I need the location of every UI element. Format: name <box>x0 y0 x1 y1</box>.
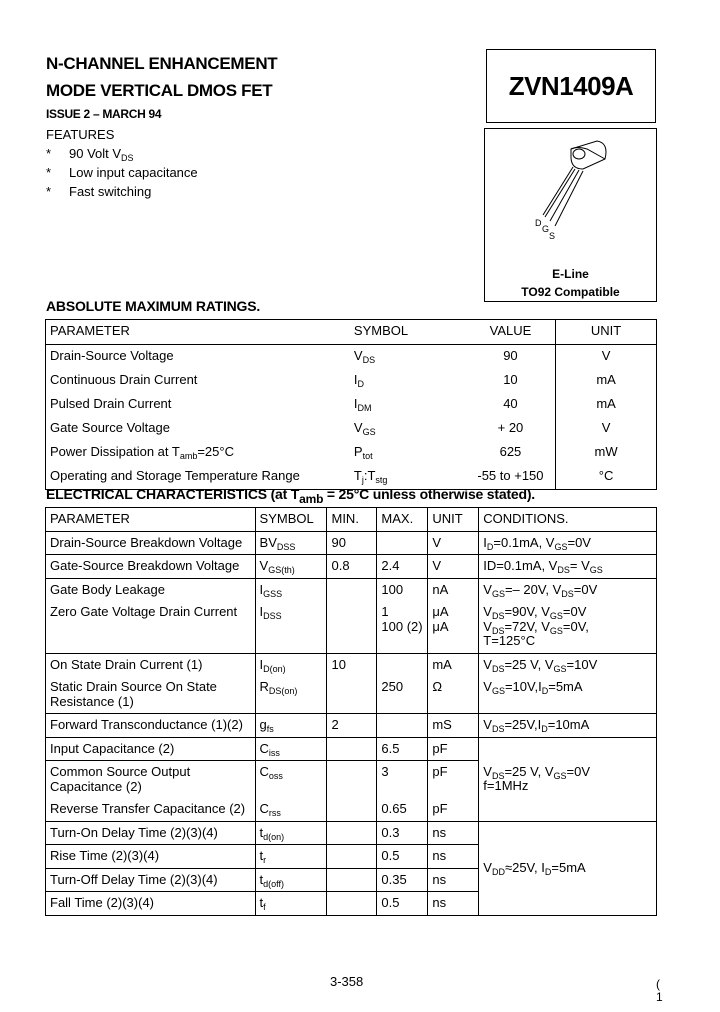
value-cell: 10 <box>503 372 518 387</box>
param-cell: Gate Source Voltage <box>50 420 170 435</box>
condition-cell: $V_{DD}\approx 25V$, $I_D=5mA$ <box>479 821 657 915</box>
value-cell: 625 <box>499 444 522 459</box>
param-cell: Input Capacitance (2) <box>46 737 256 761</box>
max-cell: 100 <box>377 578 428 601</box>
param-cell: Pulsed Drain Current <box>50 396 172 411</box>
package-box <box>484 128 657 302</box>
symbol-cell: $t_f$ <box>255 892 327 916</box>
bullet: * <box>46 146 52 161</box>
min-cell <box>327 798 377 821</box>
condition-cell: $V_{DS}=25$ V, $V_{GS}=10V$ <box>479 653 657 676</box>
feature-item <box>46 144 134 163</box>
part-number: ZVN1409A <box>508 70 634 101</box>
param-cell: Reverse Transfer Capacitance (2) <box>50 801 246 816</box>
symbol-cell: $t_r$ <box>255 845 327 869</box>
max-cell: 1 100 (2) <box>377 601 428 653</box>
max-cell: 0.35 <box>377 868 428 892</box>
min-cell <box>327 821 377 845</box>
min-cell <box>327 578 377 601</box>
symbol-cell: $I_{DSS}$ <box>255 601 327 653</box>
symbol-cell: $T_j:T_{stg}$ <box>353 468 388 485</box>
min-cell: 90 <box>327 531 377 555</box>
unit-cell: μA μA <box>428 601 479 653</box>
unit-cell: V <box>428 555 479 579</box>
unit-cell: ns <box>428 845 479 869</box>
symbol-cell: $t_{d(on)}$ <box>255 821 327 845</box>
table-row <box>46 345 657 370</box>
unit-cell: pF <box>428 761 479 799</box>
param-cell: Zero Gate Voltage Drain Current <box>50 604 238 619</box>
min-cell: 10 <box>327 653 377 676</box>
symbol-cell: $t_{d(off)}$ <box>255 868 327 892</box>
table-row <box>46 555 657 579</box>
symbol-cell: $I_{DM}$ <box>353 396 372 413</box>
unit-cell: mW <box>556 441 657 465</box>
title-line-2: MODE VERTICAL DMOS FET <box>46 81 273 100</box>
col-min: MIN. <box>327 508 377 532</box>
value-cell: 40 <box>503 396 518 411</box>
value-cell: -55 to +150 <box>477 468 544 483</box>
col-unit: UNIT <box>428 508 479 532</box>
table-row <box>46 676 657 714</box>
package-name: E-Line <box>552 267 589 281</box>
pin-label-s: S <box>549 231 556 241</box>
feature-text: 90 Volt V <box>69 146 122 161</box>
table-row <box>46 601 657 653</box>
unit-cell: V <box>428 531 479 555</box>
table-row <box>46 737 657 761</box>
unit-cell: mA <box>556 369 657 393</box>
value-cell: 90 <box>503 348 518 363</box>
table-header-row <box>46 320 657 345</box>
symbol-cell: $C_{oss}$ <box>255 761 327 799</box>
symbol-cell: $I_{D(on)}$ <box>255 653 327 676</box>
condition-cell: $V_{DS}=25V,I_D=10mA$ <box>479 714 657 738</box>
condition-cell: $V_{GS}=10V,I_D=5mA$ <box>479 676 657 714</box>
symbol-cell: $g_{fs}$ <box>255 714 327 738</box>
param-cell: Drain-Source Voltage <box>50 348 174 363</box>
unit-cell: ns <box>428 821 479 845</box>
col-parameter: PARAMETER <box>46 508 256 532</box>
min-cell <box>327 737 377 761</box>
min-cell <box>327 892 377 916</box>
param-cell: Gate Body Leakage <box>46 578 256 601</box>
unit-cell: pF <box>428 798 479 821</box>
max-cell: 0.3 <box>377 821 428 845</box>
unit-cell: V <box>556 417 657 441</box>
symbol-cell: $V_{DS}$ <box>353 348 376 365</box>
max-cell: 0.65 <box>377 798 428 821</box>
symbol-cell: $V_{GS}$ <box>353 420 376 437</box>
symbol-cell: $P_{tot}$ <box>353 444 373 461</box>
transistor-leads <box>543 167 583 226</box>
symbol-cell: $R_{DS(on)}$ <box>255 676 327 714</box>
feature-item <box>46 163 198 182</box>
table-row <box>46 578 657 601</box>
pin-label-d: D <box>535 218 542 228</box>
max-cell <box>377 653 428 676</box>
col-parameter: PARAMETER <box>46 320 350 345</box>
unit-cell: mA <box>556 393 657 417</box>
pin-label-g: G <box>542 224 550 234</box>
max-cell: 0.5 <box>377 845 428 869</box>
max-cell <box>377 714 428 738</box>
col-symbol: SYMBOL <box>255 508 327 532</box>
condition-cell: $V_{DS}=90V$, $V_{GS}=0V$ $V_{DS}=72V$, $V_{GS}=0V$, T=125°C <box>479 601 657 653</box>
table-row <box>46 653 657 676</box>
min-cell <box>327 845 377 869</box>
max-cell <box>377 531 428 555</box>
min-cell <box>327 868 377 892</box>
feature-item <box>46 182 152 201</box>
table-row <box>46 369 657 393</box>
condition-cell: $V_{DS}=25$ V, $V_{GS}=0V$ f=1MHz <box>479 737 657 821</box>
unit-cell: nA <box>428 578 479 601</box>
param-cell: Continuous Drain Current <box>50 372 198 387</box>
symbol-cell: $C_{rss}$ <box>255 798 327 821</box>
value-cell: + 20 <box>497 420 524 435</box>
col-value: VALUE <box>466 320 556 345</box>
max-cell: 3 <box>377 761 428 799</box>
min-cell <box>327 761 377 799</box>
elec-char-table <box>45 507 657 916</box>
table-row <box>46 821 657 845</box>
unit-cell: mA <box>428 653 479 676</box>
max-cell: 6.5 <box>377 737 428 761</box>
param-cell: Rise Time (2)(3)(4) <box>46 845 256 869</box>
symbol-cell: $I_{GSS}$ <box>255 578 327 601</box>
unit-cell: mS <box>428 714 479 738</box>
bullet: * <box>46 184 52 199</box>
features-section <box>46 125 198 201</box>
features-heading: FEATURES <box>46 127 115 142</box>
param-cell: Fall Time (2)(3)(4) <box>46 892 256 916</box>
unit-cell: °C <box>556 465 657 490</box>
table-row <box>46 531 657 555</box>
condition-cell: $I_D=0.1mA$, $V_{GS}=0V$ <box>479 531 657 555</box>
symbol-cell: $BV_{DSS}$ <box>255 531 327 555</box>
unit-cell: ns <box>428 868 479 892</box>
max-cell: 2.4 <box>377 555 428 579</box>
corner-mark: ( 1 <box>656 977 663 1004</box>
page-number: 3-358 <box>330 974 364 989</box>
table-row <box>46 441 657 465</box>
param-cell: Static Drain Source On State Resistance (1) <box>50 679 217 709</box>
condition-cell: ID=0.1mA, $V_{DS}= V_{GS}$ <box>479 555 657 579</box>
col-conditions: CONDITIONS. <box>479 508 657 532</box>
min-cell <box>327 676 377 714</box>
abs-max-table <box>45 319 657 490</box>
issue-date: ISSUE 2 – MARCH 94 <box>46 107 162 121</box>
param-cell: Forward Transconductance (1)(2) <box>46 714 256 738</box>
symbol-cell: $C_{iss}$ <box>255 737 327 761</box>
abs-max-heading: ABSOLUTE MAXIMUM RATINGS. <box>46 298 261 314</box>
table-row <box>46 714 657 738</box>
unit-cell: pF <box>428 737 479 761</box>
param-cell: Turn-Off Delay Time (2)(3)(4) <box>46 868 256 892</box>
transistor-body <box>571 141 606 169</box>
param-cell: Operating and Storage Temperature Range <box>50 468 300 483</box>
col-max: MAX. <box>377 508 428 532</box>
feature-subscript: DS <box>121 153 134 163</box>
condition-cell: $V_{GS}=-$ 20V, $V_{DS}=0V$ <box>479 578 657 601</box>
table-row <box>46 393 657 417</box>
bullet: * <box>46 165 52 180</box>
param-cell: Drain-Source Breakdown Voltage <box>50 534 243 550</box>
package-compat: TO92 Compatible <box>521 285 620 299</box>
unit-cell: ns <box>428 892 479 916</box>
param-cell: On State Drain Current (1) <box>46 653 256 676</box>
max-cell: 0.5 <box>377 892 428 916</box>
title-line-1: N-CHANNEL ENHANCEMENT <box>46 54 278 73</box>
symbol-cell: $I_D$ <box>353 372 365 389</box>
param-cell: Gate-Source Breakdown Voltage <box>46 555 256 579</box>
param-cell: Common Source Output Capacitance (2) <box>46 761 256 799</box>
param-cell: Power Dissipation at $T_{amb}=25^\circ C$ <box>50 444 234 461</box>
table-header-row <box>46 508 657 532</box>
col-unit: UNIT <box>556 320 657 345</box>
document-title <box>46 50 277 104</box>
min-cell <box>327 601 377 653</box>
part-number-box <box>486 49 656 123</box>
symbol-cell: $V_{GS(th)}$ <box>255 555 327 579</box>
elec-heading: ELECTRICAL CHARACTERISTICS (at $T_{amb} = 25^\circ C$ unless otherwise stated). <box>46 486 535 506</box>
unit-cell: Ω <box>428 676 479 714</box>
param-cell: Turn-On Delay Time (2)(3)(4) <box>46 821 256 845</box>
max-cell: 250 <box>377 676 428 714</box>
col-symbol: SYMBOL <box>350 320 466 345</box>
table-row <box>46 417 657 441</box>
unit-cell: V <box>556 345 657 370</box>
min-cell: 2 <box>327 714 377 738</box>
min-cell: 0.8 <box>327 555 377 579</box>
feature-text: Low input capacitance <box>69 165 198 180</box>
feature-text: Fast switching <box>69 184 152 199</box>
